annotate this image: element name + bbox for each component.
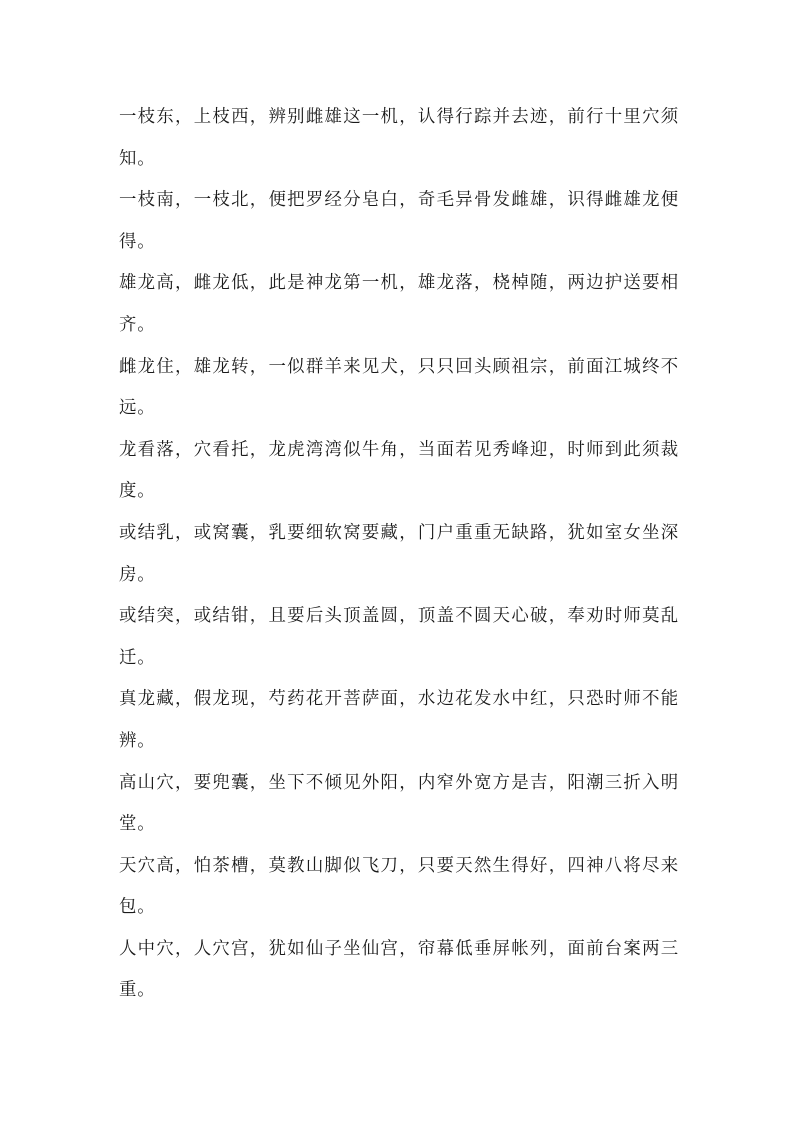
verse-paragraph: 一枝东，上枝西，辨别雌雄这一机，认得行踪并去迹，前行十里穴须知。 xyxy=(119,107,679,169)
verse-paragraph: 雌龙住，雄龙转，一似群羊来见犬，只只回头顾祖宗，前面江城终不远。 xyxy=(119,356,679,419)
verse-paragraph: 龙看落，穴看托，龙虎湾湾似牛角，当面若见秀峰迎，时师到此须裁度。 xyxy=(119,439,679,502)
verse-paragraph: 或结突，或结钳，且要后头顶盖圆，顶盖不圆天心破，奉劝时师莫乱迁。 xyxy=(119,606,679,668)
verse-paragraph: 天穴高，怕茶槽，莫教山脚似飞刀，只要天然生得好，四神八将尽来包。 xyxy=(119,855,679,918)
verse-paragraph: 雄龙高，雌龙低，此是神龙第一机，雄龙落，桡棹随，两边护送要相齐。 xyxy=(119,273,679,335)
verse-paragraph: 一枝南，一枝北，便把罗经分皂白，奇毛异骨发雌雄，识得雌雄龙便得。 xyxy=(119,190,679,252)
document-body xyxy=(119,97,679,1012)
verse-paragraph: 或结乳，或窝囊，乳要细软窝要藏，门户重重无缺路，犹如室女坐深房。 xyxy=(119,522,679,585)
verse-paragraph: 高山穴，要兜囊，坐下不倾见外阳，内窄外宽方是吉，阳潮三折入明堂。 xyxy=(119,772,679,835)
verse-paragraph: 真龙藏，假龙现，芍药花开菩萨面，水边花发水中红，只恐时师不能辨。 xyxy=(119,689,679,751)
verse-paragraph: 人中穴，人穴宫，犹如仙子坐仙宫，帘幕低垂屏帐列，面前台案两三重。 xyxy=(119,938,679,1001)
